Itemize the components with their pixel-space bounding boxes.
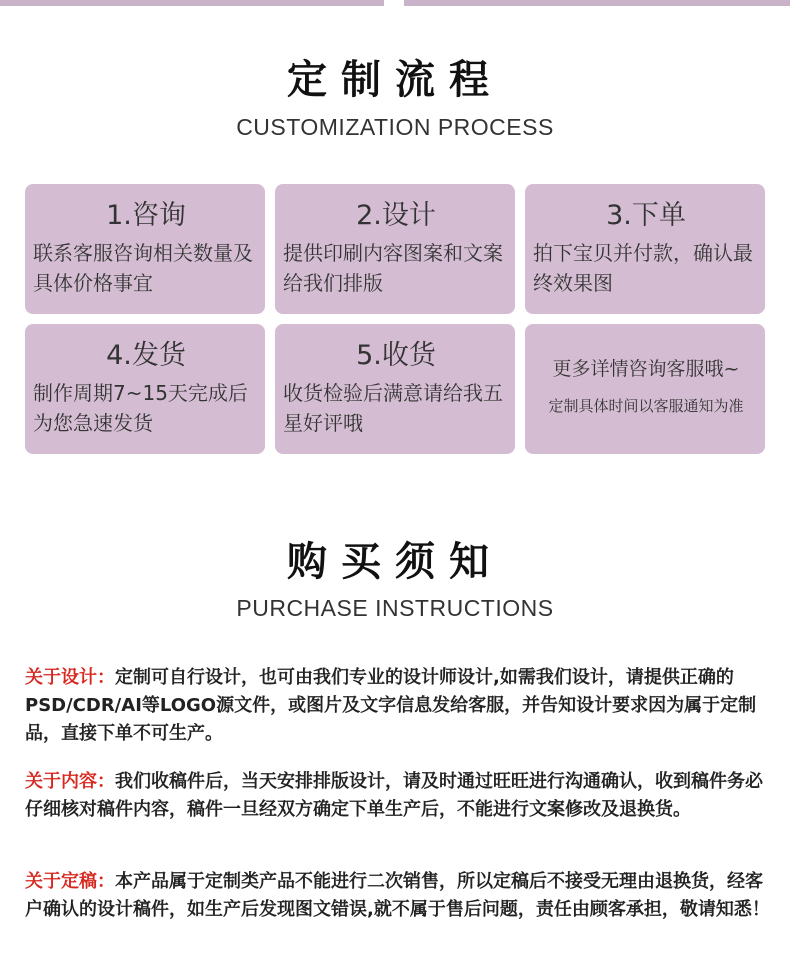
top-divider-right	[404, 0, 790, 6]
notice-text: 定制可自行设计，也可由我们专业的设计师设计,如需我们设计，请提供正确的PSD/CDR/AI等LOGO源文件，或图片及文字信息发给客服，并告知设计要求因为属于定制品，直接下单不可生产。	[25, 667, 757, 744]
note-sub: 定制具体时间以客服通知为准	[548, 397, 744, 415]
step-title: 2.设计	[356, 200, 436, 231]
step-title: 5.收货	[356, 340, 436, 371]
notice-content	[25, 768, 777, 824]
step-desc: 拍下宝贝并付款，确认最终效果图	[533, 241, 753, 295]
step-desc: 收货检验后满意请给我五星好评哦	[283, 381, 503, 435]
step-card-receive	[275, 324, 515, 454]
note-card	[525, 324, 765, 454]
step-card-ship	[25, 324, 265, 454]
notice-label: 关于设计：	[25, 667, 115, 688]
step-desc: 制作周期7~15天完成后为您急速发货	[33, 381, 248, 435]
process-subtitle: CUSTOMIZATION PROCESS	[236, 114, 554, 140]
purchase-subtitle: PURCHASE INSTRUCTIONS	[236, 595, 554, 621]
notice-design	[25, 664, 777, 748]
step-title: 3.下单	[606, 200, 686, 231]
step-desc: 提供印刷内容图案和文案给我们排版	[283, 241, 503, 295]
notice-text: 我们收稿件后，当天安排排版设计，请及时通过旺旺进行沟通确认，收到稿件务必仔细核对稿件内容，稿件一旦经双方确定下单生产后，不能进行文案修改及退换货。	[25, 771, 763, 820]
purchase-title: 购买须知	[287, 538, 503, 585]
step-title: 4.发货	[106, 340, 186, 371]
note-main: 更多详情咨询客服哦~	[552, 358, 740, 380]
step-card-order	[525, 184, 765, 314]
notice-final	[25, 868, 777, 924]
step-card-design	[275, 184, 515, 314]
step-card-consult	[25, 184, 265, 314]
notice-text: 本产品属于定制类产品不能进行二次销售，所以定稿后不接受无理由退换货，经客户确认的设计稿件，如生产后发现图文错误,就不属于售后问题，责任由顾客承担，敬请知悉！	[25, 871, 770, 920]
process-title: 定制流程	[287, 56, 503, 103]
notice-label: 关于定稿：	[25, 871, 115, 892]
step-title: 1.咨询	[106, 200, 186, 231]
top-divider-left	[0, 0, 384, 6]
notice-label: 关于内容：	[25, 771, 115, 792]
step-desc: 联系客服咨询相关数量及具体价格事宜	[33, 241, 253, 295]
